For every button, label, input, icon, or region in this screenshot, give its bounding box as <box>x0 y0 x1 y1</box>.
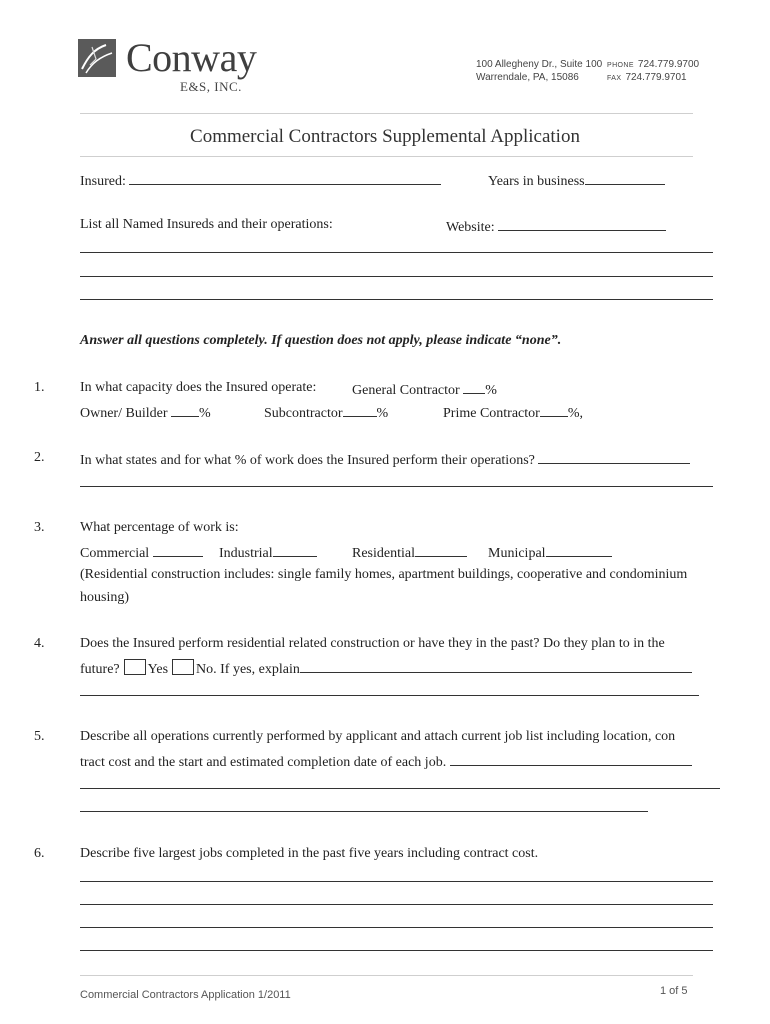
address-line-2: Warrendale, PA, 15086 <box>476 72 579 83</box>
fax <box>607 72 687 83</box>
named-insureds-line-2[interactable] <box>80 276 713 277</box>
q6-line-2[interactable] <box>80 904 713 905</box>
q2-number: 2. <box>34 450 45 465</box>
q1-owner-label: Owner/ Builder <box>80 406 168 421</box>
phone <box>607 59 699 70</box>
q1-text: In what capacity does the Insured operate: <box>80 380 317 395</box>
insured-input[interactable] <box>129 171 441 185</box>
q3-commercial-label: Commercial <box>80 546 150 561</box>
q3-municipal-label: Municipal <box>488 546 546 561</box>
footer-form-name: Commercial Contractors Application 1/2011 <box>80 989 291 1001</box>
q1-sub-pct: % <box>376 406 389 421</box>
insured-label: Insured: <box>80 174 126 189</box>
q3-industrial-label: Industrial <box>219 546 273 561</box>
q1-gc-pct: % <box>485 383 497 398</box>
header-divider <box>80 113 693 114</box>
q3-industrial-input[interactable] <box>273 543 317 557</box>
q4-line[interactable] <box>80 695 699 696</box>
fax-label: FAX <box>607 75 622 82</box>
q2-field <box>80 450 690 469</box>
q4-future-label: future? <box>80 662 120 677</box>
years-label: Years in business <box>488 174 585 189</box>
instruction-text: Answer all questions completely. If question does not apply, please indicate “none”. <box>80 333 562 348</box>
q4-explain-input[interactable] <box>300 659 692 673</box>
page-title: Commercial Contractors Supplemental Application <box>190 126 580 147</box>
q1-prime-label: Prime Contractor <box>443 406 540 421</box>
q5-text-line-1: Describe all operations currently performed by applicant and attach current job list including location, con <box>80 729 676 744</box>
footer-page-number: 1 of 5 <box>660 985 688 997</box>
q5-number: 5. <box>34 729 45 744</box>
brand-subtitle: E&S, INC. <box>180 79 242 94</box>
q5-text-line-2: tract cost and the start and estimated completion date of each job. <box>80 755 447 770</box>
q3-commercial-field <box>80 543 203 562</box>
website-input[interactable] <box>498 217 666 231</box>
q6-text: Describe five largest jobs completed in the past five years including contract cost. <box>80 846 539 861</box>
q2-text: In what states and for what % of work does the Insured perform their operations? <box>80 453 535 468</box>
q1-prime-input[interactable] <box>540 403 568 417</box>
q4-no-checkbox[interactable] <box>172 659 194 675</box>
named-insureds-line-3[interactable] <box>80 299 713 300</box>
q3-municipal-input[interactable] <box>546 543 612 557</box>
q3-residential-field <box>352 543 467 562</box>
named-insureds-label: List all Named Insureds and their operations: <box>80 217 333 232</box>
q3-text: What percentage of work is: <box>80 520 239 535</box>
q4-answer-row <box>80 659 692 678</box>
fax-number: 724.779.9701 <box>625 72 687 83</box>
q6-line-4[interactable] <box>80 950 713 951</box>
phone-number: 724.779.9700 <box>637 59 700 70</box>
q5-text-row-2 <box>80 752 692 771</box>
q1-gc-input[interactable] <box>463 380 485 394</box>
q1-gc-field <box>352 380 497 399</box>
q3-industrial-field <box>219 543 317 562</box>
q3-note-line-1: (Residential construction includes: single family homes, apartment buildings, cooperative and condominium <box>80 567 688 582</box>
q1-prime-pct: %, <box>567 406 583 421</box>
q3-note-line-2: housing) <box>80 590 129 605</box>
q5-line-1[interactable] <box>80 788 720 789</box>
logo-mark-icon <box>78 39 116 77</box>
q1-prime-field <box>443 403 583 422</box>
q1-sub-field <box>264 403 388 422</box>
named-insureds-line-1[interactable] <box>80 252 713 253</box>
q1-owner-input[interactable] <box>171 403 199 417</box>
q3-residential-label: Residential <box>352 546 415 561</box>
address-line-1: 100 Allegheny Dr., Suite 100 <box>476 59 603 70</box>
q1-owner-field <box>80 403 211 422</box>
phone-label: PHONE <box>607 62 634 69</box>
q4-yes-checkbox[interactable] <box>124 659 146 675</box>
q3-number: 3. <box>34 520 45 535</box>
brand-name: Conway <box>126 35 257 80</box>
q1-sub-input[interactable] <box>343 403 377 417</box>
q4-text-line-1: Does the Insured perform residential related construction or have they in the past? Do they plan to in the <box>80 636 665 651</box>
website-label: Website: <box>446 220 495 235</box>
website-field <box>446 217 666 236</box>
q1-owner-pct: % <box>198 406 211 421</box>
years-input[interactable] <box>585 171 665 185</box>
q6-number: 6. <box>34 846 45 861</box>
years-field <box>488 171 665 190</box>
q5-line-2[interactable] <box>80 811 648 812</box>
q1-number: 1. <box>34 380 45 395</box>
title-divider <box>80 156 693 157</box>
q4-yes-label: Yes <box>147 662 169 677</box>
insured-field <box>80 171 441 190</box>
q2-input[interactable] <box>538 450 690 464</box>
q5-input[interactable] <box>450 752 692 766</box>
q4-no-label: No. If yes, explain <box>196 662 300 677</box>
q3-municipal-field <box>488 543 612 562</box>
footer-divider <box>80 975 693 976</box>
q2-line[interactable] <box>80 486 713 487</box>
q4-number: 4. <box>34 636 45 651</box>
q1-sub-label: Subcontractor <box>264 406 343 421</box>
q6-line-3[interactable] <box>80 927 713 928</box>
q1-gc-label: General Contractor <box>352 383 460 398</box>
q6-line-1[interactable] <box>80 881 713 882</box>
q3-commercial-input[interactable] <box>153 543 203 557</box>
q3-residential-input[interactable] <box>415 543 467 557</box>
